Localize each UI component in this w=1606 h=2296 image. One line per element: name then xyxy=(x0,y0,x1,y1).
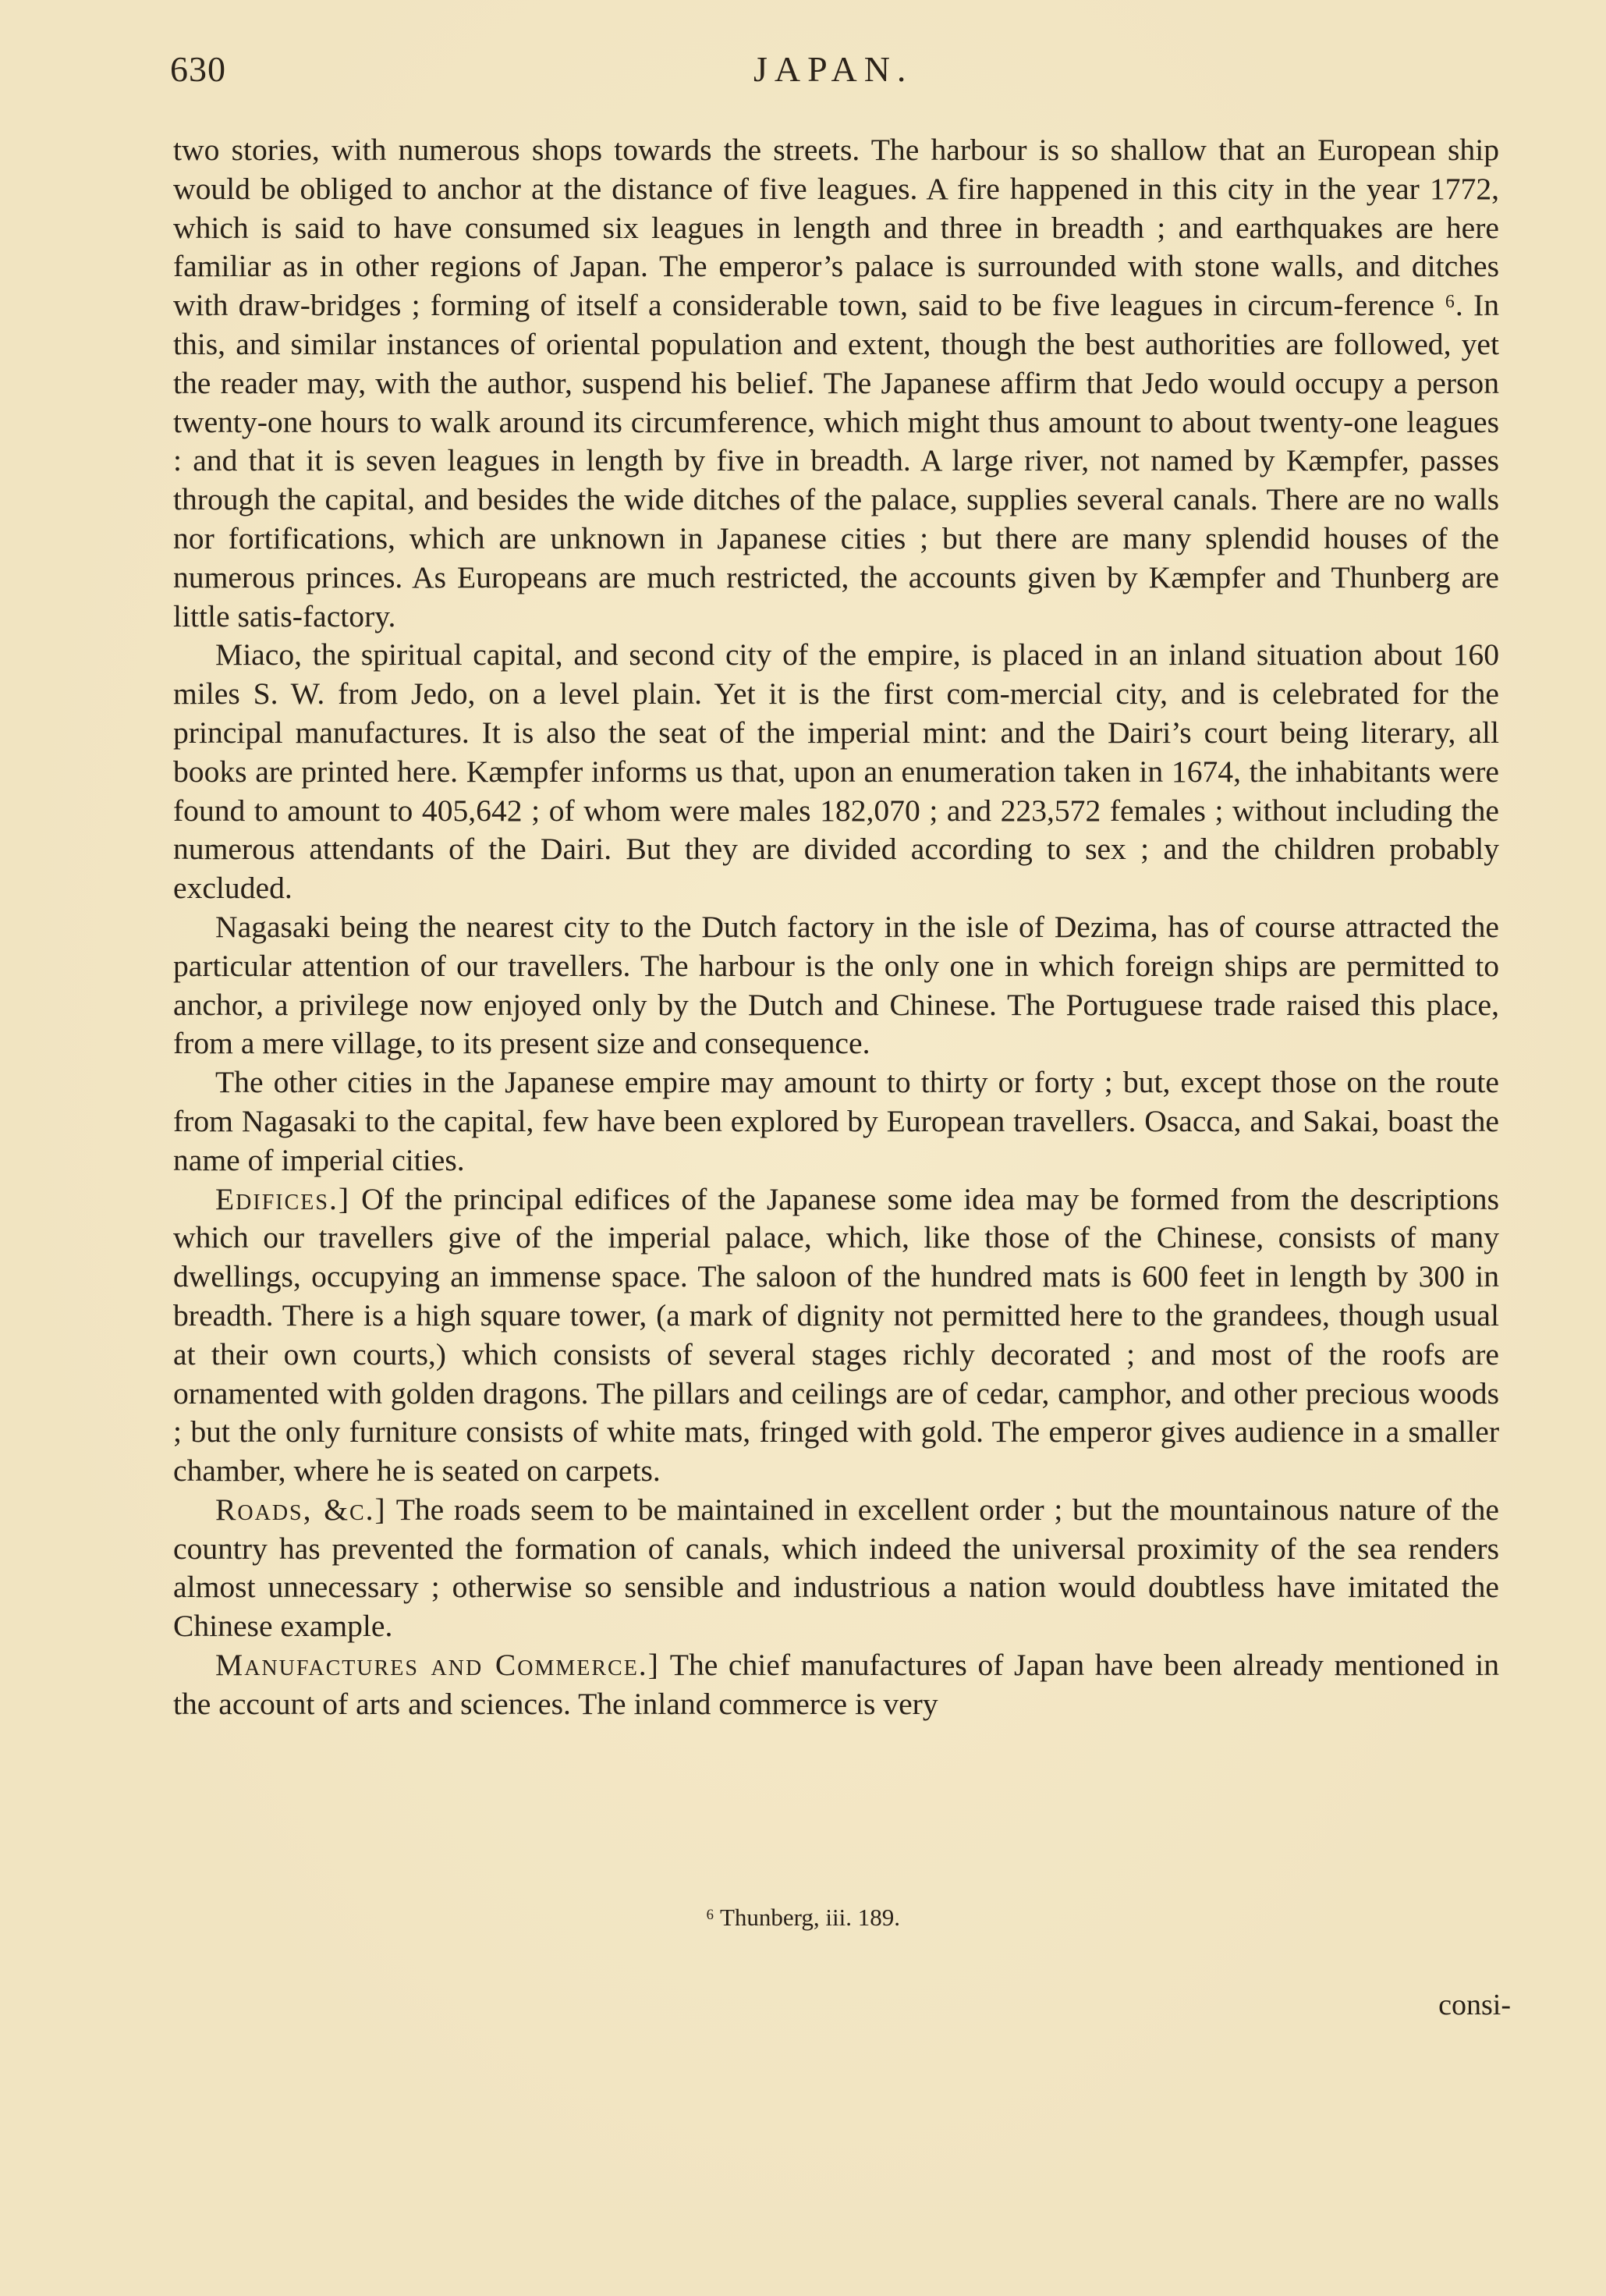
body-text xyxy=(173,131,1499,1724)
paragraph-edifices-text: Of the principal edifices of the Japanese some idea may be formed from the descriptions which our travellers give of the imperial palace, which, like those of the Chinese, consists of many dwellings, occupying an immense space. The saloon of the hundred mats is 600 feet in length by 300 in breadth. There is a high square tower, (a mark of dignity not permitted here to the grandees, though usual at their own courts,) which consists of several stages richly decorated ; and most of the roofs are ornamented with golden dragons. The pillars and ceilings are of cedar, camphor, and other precious woods ; but the only furniture consists of white mats, fringed with gold. The emperor gives audience in a smaller chamber, where he is seated on carpets. xyxy=(173,1181,1499,1489)
paragraph-nagasaki: Nagasaki being the nearest city to the Dutch factory in the isle of Dezima, has of course attracted the particular attention of our travellers. The harbour is the only one in which foreign ships are permitted to anchor, a privilege now enjoyed only by the Dutch and Chinese. The Portuguese trade raised this place, from a mere village, to its present size and consequence. xyxy=(173,909,1499,1061)
section-heading-roads: Roads, &c.] xyxy=(215,1492,387,1527)
paragraph-miaco: Miaco, the spiritual capital, and second city of the empire, is placed in an inland situation about 160 miles S. W. from Jedo, on a level plain. Yet it is the first com-mercial city, and is celebrated for the principal manufactures. It is also the seat of the imperial mint: and the Dairi’s court being literary, all books are printed here. Kæmpfer informs us that, upon an enumeration taken in 1674, the inhabitants were found to amount to 405,642 ; of whom were males 182,070 ; and 223,572 females ; without including the numerous attendants of the Dairi. But they are divided according to sex ; and the children probably excluded. xyxy=(173,637,1499,906)
header-title: JAPAN. xyxy=(753,49,913,89)
section-heading-manufactures: Manufactures and Commerce.] xyxy=(215,1648,660,1683)
section-heading-edifices: Edifices.] xyxy=(215,1181,351,1216)
paragraph-manufactures-text: The chief manufactures of Japan have been already mentioned in the account of arts and sciences. The inland commerce is very xyxy=(173,1648,1499,1721)
running-head xyxy=(170,48,1496,103)
paragraph-roads xyxy=(173,1491,1499,1646)
catchword: consi- xyxy=(1438,1989,1511,2021)
paragraph-edifices xyxy=(173,1180,1499,1491)
page-number: 630 xyxy=(170,49,226,89)
footnote: ⁶ Thunberg, iii. 189. xyxy=(705,1904,901,1931)
paragraph-jedo: two stories, with numerous shops towards the streets. The harbour is so shallow that an European ship would be obliged to anchor at the distance of five leagues. A fire happened in this city in the year 1772, which is said to have consumed six leagues in length and three in breadth ; and earthquakes are here familiar as in other regions of Japan. The emperor’s palace is surrounded with stone walls, and ditches with draw-bridges ; forming of itself a considerable town, said to be five leagues in circum-ference ⁶. In this, and similar instances of oriental population and extent, though the best authorities are followed, yet the reader may, with the author, suspend his belief. The Japanese affirm that Jedo would occupy a person twenty-one hours to walk around its circumference, which might thus amount to about twenty-one leagues : and that it is seven leagues in length by five in breadth. A large river, not named by Kæmpfer, passes through the capital, and besides the wide ditches of the palace, supplies several canals. There are no walls nor fortifications, which are unknown in Japanese cities ; but there are many splendid houses of the numerous princes. As Europeans are much restricted, the accounts given by Kæmpfer and Thunberg are little satis-factory. xyxy=(173,133,1499,633)
paragraph-roads-text: The roads seem to be maintained in excellent order ; but the mountainous nature of the country has prevented the formation of canals, which indeed the universal proximity of the sea renders almost unnecessary ; otherwise so sensible and industrious a nation would doubtless have imitated the Chinese example. xyxy=(173,1492,1499,1644)
paragraph-manufactures xyxy=(173,1646,1499,1724)
paragraph-other-cities: The other cities in the Japanese empire may amount to thirty or forty ; but, except those on the route from Nagasaki to the capital, few have been explored by European travellers. Osacca, and Sakai, boast the name of imperial cities. xyxy=(173,1065,1499,1177)
